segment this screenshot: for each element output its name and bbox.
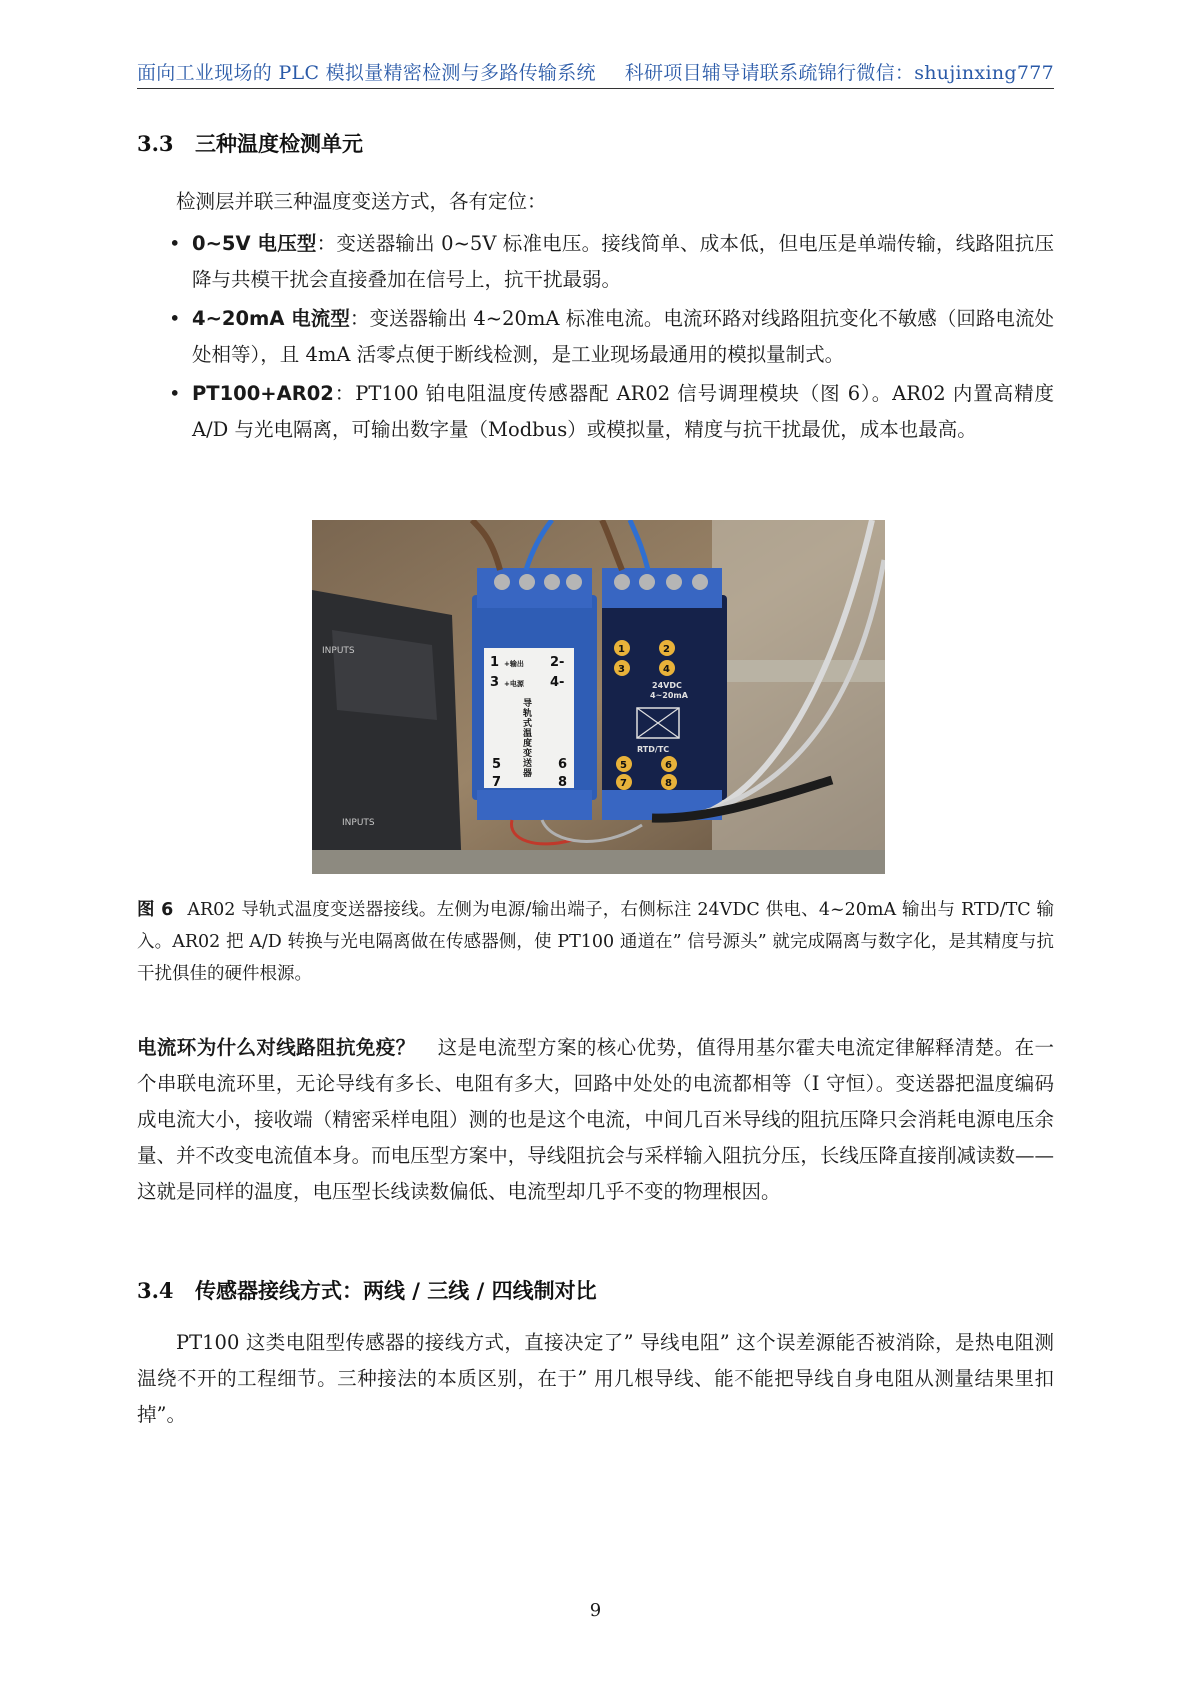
list-item-sep: ： — [316, 232, 337, 255]
list-item-sep: ： — [349, 307, 370, 330]
terminal-function: +电源 — [504, 680, 524, 688]
plc-label: INPUTS — [342, 818, 375, 828]
left-bottom-terminal — [477, 790, 592, 820]
section-number: 3.4 — [137, 1278, 174, 1303]
running-header — [137, 58, 1054, 85]
terminal-screw — [639, 574, 655, 590]
supply-label: 24VDC — [652, 681, 682, 690]
paragraph-question: 电流环为什么对线路阻抗免疫？ — [137, 1036, 416, 1059]
terminal-screw — [566, 574, 582, 590]
list-item-term: PT100+AR02 — [192, 382, 334, 405]
plc-panel — [332, 630, 437, 720]
terminal-number: 2- — [550, 655, 565, 670]
section-title: 三种温度检测单元 — [195, 132, 363, 156]
list-item-sep: ： — [333, 382, 356, 405]
terminal-number: 1 — [618, 644, 625, 655]
list-item — [137, 301, 1054, 373]
figure-label: 图 6 — [137, 900, 174, 920]
terminal-number: 2 — [663, 644, 670, 655]
plc-label: INPUTS — [322, 646, 355, 656]
terminal-number: 4 — [663, 664, 670, 675]
paragraph-answer: 这是电流型方案的核心优势，值得用基尔霍夫电流定律解释清楚。在一个串联电流环里，无论导线有多长、电阻有多大，回路中处处的电流都相等（I 守恒）。变送器把温度编码成电流大小，接收端（精密采样电阻）测的也是这个电流，中间几百米导线的阻抗压降只会消耗电源电压余量、并不改变电流值本身。而电压型方案中，导线阻抗会与采样输入阻抗分压，长线压降直接削减读数——这就是同样的温度，电压型长线读数偏低、电流型却几乎不变的物理根因。 — [137, 1036, 1054, 1203]
terminal-number: 5 — [492, 757, 502, 772]
vertical-char: 轨 — [523, 709, 533, 719]
terminal-screw — [544, 574, 560, 590]
terminal-number: 1 — [490, 655, 500, 670]
ar02-wiring-photo — [312, 520, 885, 874]
terminal-screw — [519, 574, 535, 590]
terminal-number: 3 — [618, 664, 625, 675]
terminal-screw — [614, 574, 630, 590]
cable-tray — [312, 850, 885, 874]
vertical-char: 导 — [523, 699, 533, 709]
terminal-number: 4- — [550, 675, 565, 690]
vertical-char: 式 — [523, 719, 533, 729]
terminal-function: +输出 — [504, 660, 524, 668]
section-number: 3.3 — [137, 131, 174, 156]
list-item — [137, 376, 1054, 448]
vertical-char: 温 — [523, 729, 533, 739]
terminal-number: 5 — [620, 760, 627, 771]
list-item — [137, 226, 1054, 298]
header-title: 面向工业现场的 PLC 模拟量精密检测与多路传输系统 — [137, 62, 596, 84]
vertical-char: 变 — [523, 749, 533, 759]
vertical-char: 送 — [523, 759, 533, 769]
vertical-char: 度 — [523, 739, 533, 749]
current-loop-paragraph — [137, 1030, 1054, 1210]
terminal-number: 6 — [665, 760, 672, 771]
terminal-screw — [494, 574, 510, 590]
terminal-number: 3 — [490, 675, 500, 690]
terminal-number: 8 — [665, 778, 672, 789]
list-item-term: 4~20mA 电流型 — [192, 307, 350, 330]
bullet-dot: • — [169, 382, 181, 405]
section-title: 传感器接线方式：两线 / 三线 / 四线制对比 — [195, 1279, 597, 1303]
list-item-text: 变送器输出 0~5V 标准电压。接线简单、成本低，但电压是单端传输，线路阻抗压降与共模干扰会直接叠加在信号上，抗干扰最弱。 — [192, 232, 1054, 291]
page-number: 9 — [589, 1600, 602, 1621]
detection-method-list — [137, 226, 1054, 451]
list-item-term: 0~5V 电压型 — [192, 232, 317, 255]
input-label: RTD/TC — [637, 745, 670, 754]
bullet-dot: • — [169, 232, 181, 255]
terminal-number: 7 — [492, 775, 502, 790]
vertical-char: 器 — [523, 769, 533, 779]
output-label: 4~20mA — [650, 691, 688, 700]
terminal-number: 8 — [558, 775, 568, 790]
section-heading-3-4 — [137, 1275, 597, 1305]
terminal-number: 6 — [558, 757, 568, 772]
intro-paragraph: 检测层并联三种温度变送方式，各有定位： — [176, 190, 547, 213]
bullet-dot: • — [169, 307, 181, 330]
terminal-screw — [692, 574, 708, 590]
header-rule — [137, 88, 1054, 89]
terminal-number: 7 — [620, 778, 627, 789]
section-heading-3-3 — [137, 128, 363, 158]
photo-illustration — [312, 520, 885, 874]
header-contact: 科研项目辅导请联系疏锦行微信：shujinxing777 — [624, 62, 1054, 84]
wiring-paragraph: PT100 这类电阻型传感器的接线方式，直接决定了” 导线电阻” 这个误差源能否被消除，是热电阻测温绕不开的工程细节。三种接法的本质区别，在于” 用几根导线、能不能把导线自身电阻从测量结果里扣掉”。 — [137, 1331, 1054, 1426]
figure-caption — [137, 894, 1054, 990]
list-item-text: 变送器输出 4~20mA 标准电流。电流环路对线路阻抗变化不敏感（回路电流处处相等），且 4mA 活零点便于断线检测，是工业现场最通用的模拟量制式。 — [192, 307, 1055, 366]
terminal-screw — [666, 574, 682, 590]
list-item-text: PT100 铂电阻温度传感器配 AR02 信号调理模块（图 6）。AR02 内置高精度 A/D 与光电隔离，可输出数字量（Modbus）或模拟量，精度与抗干扰最优，成本也最高。 — [192, 382, 1054, 441]
figure-caption-text: AR02 导轨式温度变送器接线。左侧为电源/输出端子，右侧标注 24VDC 供电、4~20mA 输出与 RTD/TC 输入。AR02 把 A/D 转换与光电隔离做在传感器侧，使 PT100 通道在” 信号源头” 就完成隔离与数字化，是其精度与抗干扰俱佳的硬件根源。 — [137, 900, 1054, 984]
